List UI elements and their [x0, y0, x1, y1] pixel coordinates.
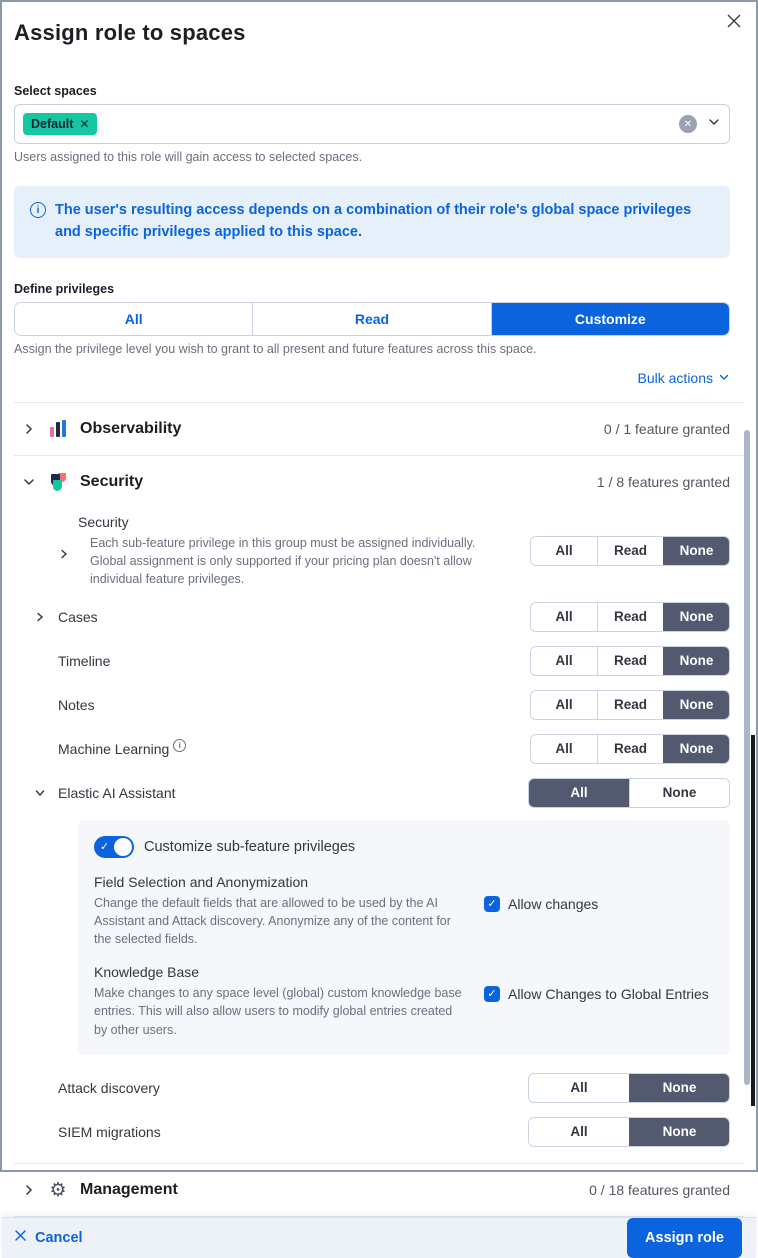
close-icon: [14, 1229, 27, 1246]
section-observability-title: Observability: [80, 419, 182, 437]
machine-learning-all-button[interactable]: All: [531, 735, 597, 763]
feature-attack-discovery-label: Attack discovery: [58, 1079, 160, 1096]
section-security-count: 1 / 8 features granted: [596, 473, 730, 490]
knowledge-base-title: Knowledge Base: [94, 964, 200, 981]
notes-read-button[interactable]: Read: [597, 691, 663, 719]
feature-row-cases: [58, 600, 730, 634]
security-all-button[interactable]: All: [531, 537, 597, 565]
field-selection-description: Change the default fields that are allowed to be used by the AI Assistant and Attack discovery. Anonymize any of the content for the selected fields.: [94, 895, 451, 947]
feature-row-attack-discovery: [58, 1071, 730, 1105]
badge-remove-icon[interactable]: ✕: [79, 117, 90, 131]
chevron-down-icon: [718, 370, 730, 386]
privilege-all-button[interactable]: All: [15, 303, 252, 335]
panel-scrollbar[interactable]: [744, 430, 750, 1085]
feature-row-siem-migrations: [58, 1115, 730, 1149]
timeline-all-button[interactable]: All: [531, 647, 597, 675]
modal-footer: [2, 1217, 756, 1258]
chevron-right-icon[interactable]: [34, 611, 46, 623]
close-button[interactable]: [720, 8, 748, 36]
siem-migrations-all-button[interactable]: All: [529, 1118, 629, 1146]
modal-header: [2, 2, 756, 62]
info-icon[interactable]: i: [173, 737, 186, 752]
customize-subfeatures-toggle[interactable]: [94, 836, 134, 858]
callout-text: The user's resulting access depends on a combination of their role's global space privileges and specific privileges applied to this space.: [55, 202, 692, 240]
timeline-none-button[interactable]: None: [663, 647, 729, 675]
bulk-actions-label: Bulk actions: [637, 369, 713, 386]
privilege-read-button[interactable]: Read: [252, 303, 490, 335]
define-privileges-label: Define privileges: [14, 281, 115, 296]
siem-migrations-privilege-buttons: [528, 1117, 730, 1147]
section-security[interactable]: [14, 456, 730, 508]
cancel-button[interactable]: [14, 1229, 83, 1246]
section-management-count: 0 / 18 features granted: [589, 1181, 730, 1198]
feature-security-label: Security: [78, 513, 129, 530]
cases-all-button[interactable]: All: [531, 603, 597, 631]
notes-privilege-buttons: [530, 690, 730, 720]
field-selection-title: Field Selection and Anonymization: [94, 873, 309, 890]
select-spaces-label: Select spaces: [14, 84, 97, 98]
privilege-level-button-group: [14, 302, 730, 336]
assign-role-button[interactable]: Assign role: [627, 1218, 742, 1258]
customize-subfeatures-label: Customize sub-feature privileges: [144, 838, 356, 855]
ai-assistant-privilege-buttons: [528, 778, 730, 808]
feature-timeline-label: Timeline: [58, 652, 111, 669]
attack-discovery-privilege-buttons: [528, 1073, 730, 1103]
gear-icon: ⚙: [49, 1178, 67, 1201]
feature-row-ai-assistant: [58, 776, 730, 810]
feature-row-security-group: [58, 514, 730, 588]
notes-none-button[interactable]: None: [663, 691, 729, 719]
feature-machine-learning-label: Machine Learning: [58, 740, 170, 757]
subfeature-knowledge-base: [94, 964, 714, 1038]
feature-cases-label: Cases: [58, 608, 98, 625]
subfeature-field-selection: [94, 874, 714, 948]
attack-discovery-none-button[interactable]: None: [629, 1074, 729, 1102]
section-security-title: Security: [80, 472, 144, 490]
cases-none-button[interactable]: None: [663, 603, 729, 631]
security-none-button[interactable]: None: [663, 537, 729, 565]
security-read-button[interactable]: Read: [597, 537, 663, 565]
window-scrollbar[interactable]: [751, 735, 755, 1106]
cases-privilege-buttons: [530, 602, 730, 632]
allow-global-entries-checkbox[interactable]: ✓: [484, 986, 500, 1002]
access-info-callout: [14, 186, 730, 258]
section-management-title: Management: [80, 1180, 178, 1198]
chevron-down-icon[interactable]: [707, 115, 721, 134]
observability-icon: [48, 419, 68, 439]
spaces-combobox[interactable]: [14, 104, 730, 144]
info-icon: i: [30, 202, 46, 218]
page-title: Assign role to spaces: [14, 20, 246, 45]
machine-learning-privilege-buttons: [530, 734, 730, 764]
notes-all-button[interactable]: All: [531, 691, 597, 719]
close-icon: [726, 13, 742, 32]
attack-discovery-all-button[interactable]: All: [529, 1074, 629, 1102]
privilege-customize-button[interactable]: Customize: [491, 303, 729, 335]
feature-ai-assistant-label: Elastic AI Assistant: [58, 784, 176, 801]
privileges-helper-text: Assign the privilege level you wish to grant to all present and future features across this space.: [14, 341, 537, 356]
allow-global-entries-label: Allow Changes to Global Entries: [508, 986, 709, 1003]
siem-migrations-none-button[interactable]: None: [629, 1118, 729, 1146]
section-observability[interactable]: [14, 403, 730, 455]
machine-learning-read-button[interactable]: Read: [597, 735, 663, 763]
feature-row-timeline: [58, 644, 730, 678]
feature-notes-label: Notes: [58, 696, 95, 713]
cancel-label: Cancel: [35, 1229, 83, 1246]
chevron-down-icon[interactable]: [34, 787, 46, 799]
section-observability-count: 0 / 1 feature granted: [603, 420, 730, 437]
spaces-helper-text: Users assigned to this role will gain access to selected spaces.: [14, 150, 363, 164]
ai-assistant-subfeature-panel: [78, 820, 730, 1055]
security-icon: [48, 472, 68, 492]
timeline-privilege-buttons: [530, 646, 730, 676]
modal-body: [2, 62, 756, 1217]
security-features-list: [14, 514, 730, 1163]
machine-learning-none-button[interactable]: None: [663, 735, 729, 763]
cases-read-button[interactable]: Read: [597, 603, 663, 631]
section-management[interactable]: [14, 1164, 730, 1216]
security-group-privilege-buttons: [530, 536, 730, 566]
ai-assistant-none-button[interactable]: None: [629, 779, 729, 807]
chevron-right-icon[interactable]: [58, 548, 70, 588]
space-badge-default[interactable]: [23, 113, 97, 135]
chevron-down-icon[interactable]: [22, 475, 36, 489]
chevron-right-icon[interactable]: [22, 1183, 36, 1197]
feature-security-description: Each sub-feature privilege in this group must be assigned individually. Global assignment is only supported if your pricing plan doesn't allow individual feature privileges.: [90, 535, 476, 586]
allow-changes-label: Allow changes: [508, 895, 599, 912]
knowledge-base-description: Make changes to any space level (global) custom knowledge base entries. This will also allow users to modify global entries created by other users.: [94, 986, 462, 1037]
bulk-actions-link[interactable]: [638, 370, 730, 386]
space-badge-label: Default: [31, 117, 74, 131]
combobox-clear-button[interactable]: ✕: [679, 115, 697, 133]
allow-changes-checkbox[interactable]: ✓: [484, 896, 500, 912]
feature-row-machine-learning: [58, 732, 730, 766]
chevron-right-icon[interactable]: [22, 422, 36, 436]
timeline-read-button[interactable]: Read: [597, 647, 663, 675]
ai-assistant-all-button[interactable]: All: [529, 779, 629, 807]
toggle-check-icon: ✓: [100, 840, 110, 853]
feature-row-notes: [58, 688, 730, 722]
feature-siem-migrations-label: SIEM migrations: [58, 1123, 161, 1140]
